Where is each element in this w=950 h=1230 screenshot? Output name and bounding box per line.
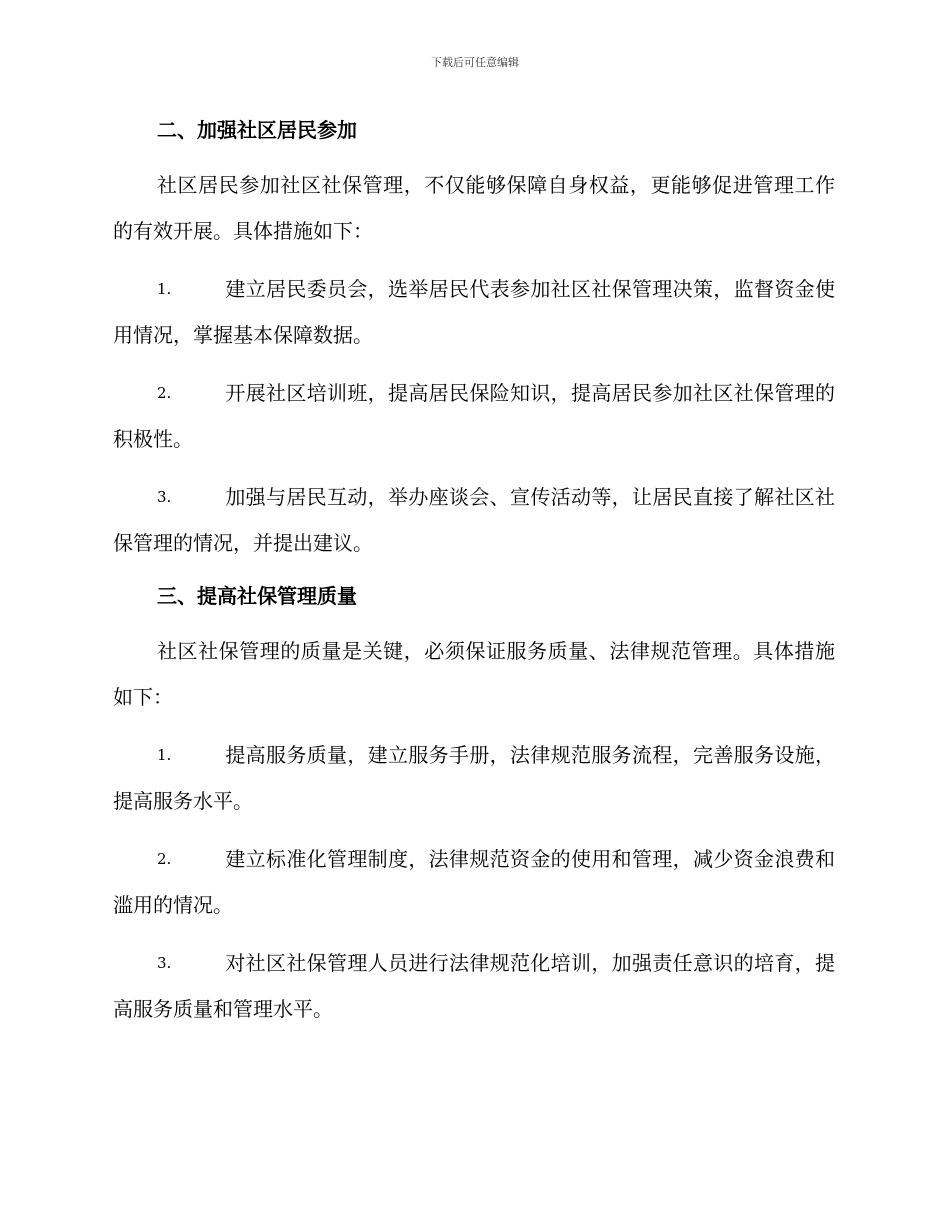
section-community-participation [113,112,835,566]
list-item [113,370,835,462]
page-header-note: 下载后可任意编辑 [431,56,519,69]
section-intro: 社区社保管理的质量是关键，必须保证服务质量、法律规范管理。具体措施如下： [113,639,835,709]
list-item [113,266,835,358]
list-item [113,836,835,928]
list-item-text: 建立标准化管理制度，法律规范资金的使用和管理，减少资金浪费和滥用的情况。 [113,847,835,917]
document-body [113,112,835,1044]
list-item-number: 2. [157,384,172,402]
list-item-text: 开展社区培训班，提高居民保险知识，提高居民参加社区社保管理的积极性。 [113,381,835,451]
section-intro: 社区居民参加社区社保管理，不仅能够保障自身权益，更能够促进管理工作的有效开展。具体措施如下： [113,173,835,243]
list-item-number: 3. [157,488,172,506]
list-item-number: 2. [157,850,172,868]
list-item [113,940,835,1032]
list-item-number: 1. [157,746,172,764]
list-item-number: 3. [157,954,172,972]
list-item [113,732,835,824]
list-item-text: 提高服务质量，建立服务手册，法律规范服务流程，完善服务设施，提高服务水平。 [113,743,835,813]
list-item-text: 加强与居民互动，举办座谈会、宣传活动等，让居民直接了解社区社保管理的情况，并提出建议。 [113,485,835,555]
list-item-text: 对社区社保管理人员进行法律规范化培训，加强责任意识的培育，提高服务质量和管理水平。 [113,951,835,1021]
list-item-text: 建立居民委员会，选举居民代表参加社区社保管理决策，监督资金使用情况，掌握基本保障数据。 [113,277,835,347]
section-heading: 三、提高社保管理质量 [157,584,357,608]
section-heading: 二、加强社区居民参加 [157,118,357,142]
section-quality-improvement [113,578,835,1032]
list-item-number: 1. [157,280,172,298]
list-item [113,474,835,566]
